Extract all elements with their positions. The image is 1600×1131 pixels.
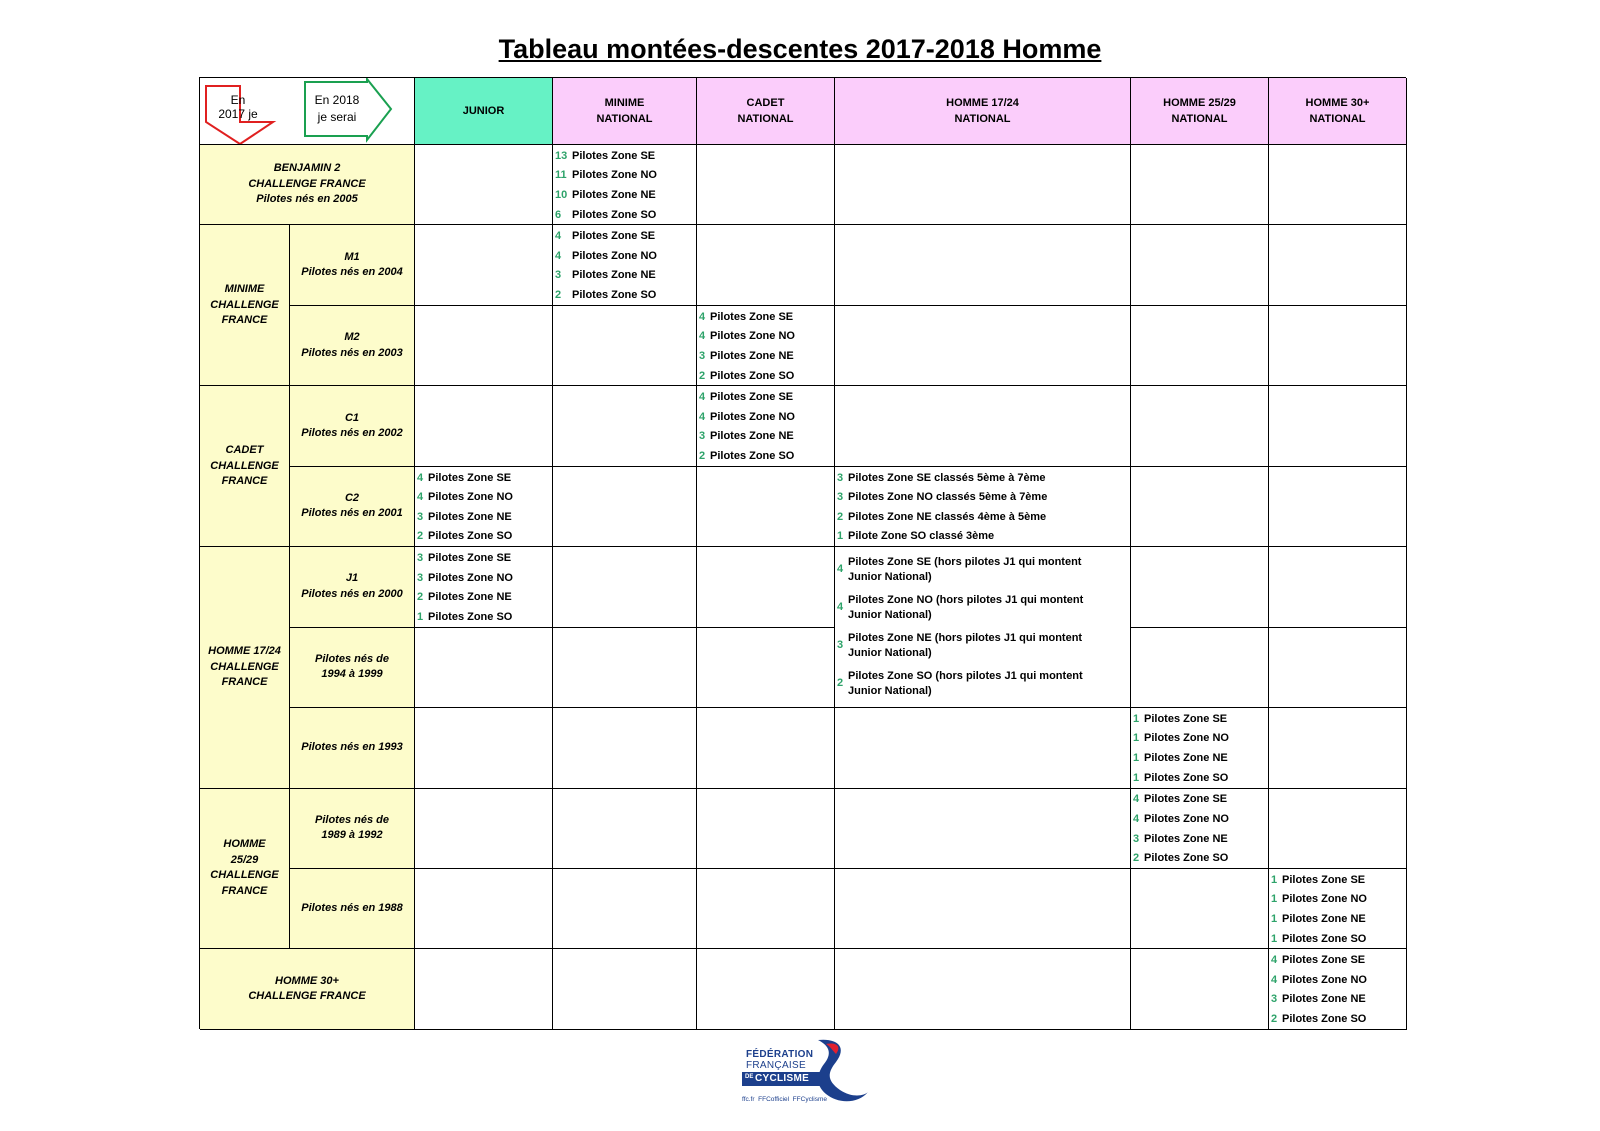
cell-m2-homme-17-24 [835,306,1131,386]
quota-count: 2 [699,369,706,382]
quota-entry [1131,768,1268,788]
cell-m2-homme-25-29 [1131,306,1269,386]
quota-label: Pilotes Zone NO [428,571,513,584]
quota-count: 1 [837,530,844,543]
quota-count: 3 [837,471,844,484]
quota-entry [553,166,696,186]
quota-count: 4 [555,230,562,243]
quota-entry [553,146,696,166]
cell-1988-cadet [697,869,835,949]
cell-benjamin-junior [415,145,553,225]
cell-m1-minime [553,225,697,305]
quota-entry [1131,729,1268,749]
quota-count: 3 [1133,832,1140,845]
quota-entry [1269,1009,1406,1029]
quota-count: 4 [837,563,844,576]
cell-m2-junior [415,306,553,386]
row-header-1989-1992: Pilotes nés de 1989 à 1992 [290,789,415,869]
quota-label: Pilotes Zone SE classés 5ème à 7ème [848,471,1046,484]
quota-entry [835,468,1130,488]
cell-1994-junior [415,628,553,708]
col-header-cadet: CADET NATIONAL [697,78,835,145]
quota-label: Pilotes Zone NE [1282,993,1366,1006]
quota-entry [1131,748,1268,768]
cell-1989-junior [415,789,553,869]
cell-h30-cadet [697,949,835,1029]
quota-entry [415,468,552,488]
quota-entry [553,285,696,305]
quota-count: 3 [699,430,706,443]
row-header-c2: C2 Pilotes nés en 2001 [290,467,415,547]
quota-entry [1131,829,1268,849]
quota-label: Pilotes Zone NO [572,249,657,262]
cell-j1-cadet [697,547,835,627]
col-header-homme-25-29: HOMME 25/29 NATIONAL [1131,78,1269,145]
cell-j1-1994-homme-17-24 [835,547,1131,708]
quota-entry [835,555,1130,586]
cell-c1-minime [553,386,697,466]
quota-entry [415,527,552,547]
quota-entry [835,669,1130,700]
quota-count: 2 [555,289,562,302]
cell-h30-homme-17-24 [835,949,1131,1029]
quota-entry [415,548,552,568]
promotion-table [199,77,1406,1029]
quota-count: 4 [555,249,562,262]
logo-line-3: CYCLISME [755,1073,810,1084]
cell-1989-homme-25-29 [1131,789,1269,869]
quota-count: 4 [699,410,706,423]
quota-label: Pilotes Zone SO [1282,932,1367,945]
from-year-label: En 2017 je [218,93,258,121]
quota-entry [415,568,552,588]
quota-entry [1269,970,1406,990]
quota-entry [1269,929,1406,949]
quota-count: 4 [417,491,424,504]
quota-entry [835,631,1130,662]
row-header-benjamin: BENJAMIN 2 CHALLENGE FRANCE Pilotes nés en 2005 [200,145,415,225]
quota-count: 4 [1271,973,1278,986]
quota-count: 3 [1271,993,1278,1006]
quota-label: Pilotes Zone NE [1144,832,1228,845]
quota-label: Pilotes Zone SO [572,208,657,221]
quota-label: Pilotes Zone NO [1144,812,1229,825]
quota-count: 3 [555,269,562,282]
col-header-minime: MINIME NATIONAL [553,78,697,145]
cell-1994-homme-30 [1269,628,1407,708]
cell-h30-minime [553,949,697,1029]
cell-1993-homme-30 [1269,708,1407,788]
col-header-homme-17-24: HOMME 17/24 NATIONAL [835,78,1131,145]
cell-1988-homme-17-24 [835,869,1131,949]
row-header-m1: M1 Pilotes nés en 2004 [290,225,415,305]
row-group-homme-25-29: HOMME 25/29 CHALLENGE FRANCE [200,789,290,950]
quota-entry [1269,890,1406,910]
quota-label: Pilote Zone SO classé 3ème [848,530,995,543]
quota-label: Pilotes Zone NE classés 4ème à 5ème [848,510,1047,523]
cell-benjamin-minime [553,145,697,225]
quota-label: Pilotes Zone NE [1282,912,1366,925]
quota-entry [697,427,834,447]
row-header-j1: J1 Pilotes nés en 2000 [290,547,415,627]
quota-count: 1 [1133,732,1140,745]
quota-label: Pilotes Zone SO [428,610,513,623]
quota-count: 1 [1271,893,1278,906]
quota-entry [697,446,834,466]
cell-j1-homme-25-29 [1131,547,1269,627]
cell-m1-homme-30 [1269,225,1407,305]
quota-entry [553,205,696,225]
quota-entry [697,407,834,427]
cell-m1-homme-25-29 [1131,225,1269,305]
quota-label: Pilotes Zone SE [1144,712,1228,725]
quota-label: Pilotes Zone NO [1282,893,1367,906]
quota-count: 11 [555,169,567,182]
cell-m2-homme-30 [1269,306,1407,386]
quota-label: Pilotes Zone NE (hors pilotes J1 qui montent Junior National) [848,631,1083,660]
quota-count: 1 [1133,712,1140,725]
cell-c1-junior [415,386,553,466]
quota-entry [1269,909,1406,929]
quota-entry [835,487,1130,507]
quota-entry [553,185,696,205]
row-header-1993: Pilotes nés en 1993 [290,708,415,788]
quota-label: Pilotes Zone SE [1282,873,1366,886]
quota-label: Pilotes Zone NO [428,491,513,504]
quota-entry [835,507,1130,527]
col-header-junior: JUNIOR [415,78,553,145]
quota-entry [697,307,834,327]
cell-c2-homme-17-24 [835,467,1131,547]
quota-count: 3 [417,551,424,564]
cell-m2-minime [553,306,697,386]
quota-label: Pilotes Zone SO [428,530,513,543]
cell-j1-homme-30 [1269,547,1407,627]
quota-entry [553,226,696,246]
quota-label: Pilotes Zone NE [710,430,794,443]
quota-count: 2 [1271,1013,1278,1025]
quota-entry [415,587,552,607]
quota-entry [1269,950,1406,970]
quota-label: Pilotes Zone NE [572,189,656,202]
page-title: Tableau montées-descentes 2017-2018 Homme [498,34,1102,64]
cell-1993-minime [553,708,697,788]
logo-line-2: FRANÇAISE [746,1060,806,1071]
quota-count: 4 [1271,954,1278,967]
cell-m2-cadet [697,306,835,386]
quota-entry [1131,790,1268,810]
quota-label: Pilotes Zone SO [710,449,795,462]
cell-m1-homme-17-24 [835,225,1131,305]
quota-entry [415,487,552,507]
quota-label: Pilotes Zone NO [572,169,657,182]
cell-1993-homme-25-29 [1131,708,1269,788]
cell-1989-cadet [697,789,835,869]
cell-c2-junior [415,467,553,547]
cell-benjamin-homme-30 [1269,145,1407,225]
quota-label: Pilotes Zone NO (hors pilotes J1 qui montent Junior National) [848,593,1084,622]
quota-count: 4 [1133,793,1140,806]
quota-entry [553,266,696,286]
cell-benjamin-homme-17-24 [835,145,1131,225]
quota-label: Pilotes Zone SE [428,551,512,564]
cell-1994-homme-25-29 [1131,628,1269,708]
quota-label: Pilotes Zone SE [710,391,794,404]
cell-1993-homme-17-24 [835,708,1131,788]
quota-count: 1 [1271,932,1278,945]
corner-cell [200,78,415,145]
quota-label: Pilotes Zone SE (hors pilotes J1 qui montent Junior National) [848,555,1082,584]
cell-1988-minime [553,869,697,949]
cell-c1-homme-17-24 [835,386,1131,466]
quota-entry [697,387,834,407]
quota-label: Pilotes Zone SE [710,310,794,323]
quota-label: Pilotes Zone SO [1144,852,1229,865]
cell-1989-homme-30 [1269,789,1407,869]
quota-count: 3 [699,349,706,362]
quota-entry [697,366,834,386]
quota-entry [1269,870,1406,890]
quota-count: 4 [699,330,706,343]
quota-label: Pilotes Zone SE [572,149,656,162]
quota-count: 4 [699,310,706,323]
cell-c2-cadet [697,467,835,547]
cell-h30-junior [415,949,553,1029]
quota-count: 1 [1133,752,1140,765]
logo-social-links: ffc.fr FFCofficiel FFCyclisme [742,1096,827,1103]
cell-1988-homme-30 [1269,869,1407,949]
row-header-m2: M2 Pilotes nés en 2003 [290,306,415,386]
quota-count: 13 [555,149,568,162]
cell-c1-cadet [697,386,835,466]
quota-count: 2 [837,677,844,690]
quota-label: Pilotes Zone SE [1144,793,1228,806]
quota-count: 2 [837,510,844,523]
quota-count: 4 [417,471,424,484]
cell-c2-homme-25-29 [1131,467,1269,547]
quota-count: 2 [1133,852,1140,865]
cell-c1-homme-25-29 [1131,386,1269,466]
cell-benjamin-homme-25-29 [1131,145,1269,225]
cell-benjamin-cadet [697,145,835,225]
quota-count: 3 [837,491,844,504]
cell-c1-homme-30 [1269,386,1407,466]
quota-label: Pilotes Zone SE [572,230,656,243]
quota-count: 3 [417,510,424,523]
quota-label: Pilotes Zone SO [572,289,657,302]
quota-entry [1131,848,1268,868]
quota-label: Pilotes Zone NO [710,330,795,343]
cell-1989-minime [553,789,697,869]
cell-m1-cadet [697,225,835,305]
quota-entry [1269,990,1406,1010]
quota-label: Pilotes Zone SO [1282,1013,1367,1025]
quota-entry [835,527,1130,547]
quota-label: Pilotes Zone NO [1282,973,1367,986]
col-header-homme-30: HOMME 30+ NATIONAL [1269,78,1407,145]
quota-entry [553,246,696,266]
quota-label: Pilotes Zone SE [1282,954,1366,967]
ffc-logo [740,1038,870,1110]
cell-h30-homme-25-29 [1131,949,1269,1029]
logo-line-3-small: DE [745,1074,754,1080]
cell-1994-minime [553,628,697,708]
quota-label: Pilotes Zone SE [428,471,512,484]
row-header-c1: C1 Pilotes nés en 2002 [290,386,415,466]
logo-line-1: FÉDÉRATION [746,1049,814,1060]
row-group-cadet: CADET CHALLENGE FRANCE [200,386,290,547]
quota-count: 6 [555,208,562,221]
cell-1994-cadet [697,628,835,708]
quota-count: 2 [417,530,424,543]
quota-entry [415,507,552,527]
quota-entry [697,346,834,366]
quota-count: 4 [1133,812,1140,825]
quota-label: Pilotes Zone SO [710,369,795,382]
quota-entry [415,607,552,627]
quota-entry [835,593,1130,624]
cell-1988-junior [415,869,553,949]
row-header-1988: Pilotes nés en 1988 [290,869,415,949]
cell-h30-homme-30 [1269,949,1407,1029]
quota-count: 4 [699,391,706,404]
cell-1993-junior [415,708,553,788]
quota-count: 1 [1271,912,1278,925]
quota-count: 1 [1271,873,1278,886]
quota-entry [1131,709,1268,729]
quota-label: Pilotes Zone NE [428,510,512,523]
cell-1993-cadet [697,708,835,788]
quota-count: 2 [699,449,706,462]
quota-label: Pilotes Zone NO classés 5ème à 7ème [848,491,1048,504]
quota-count: 3 [417,571,424,584]
quota-label: Pilotes Zone NE [710,349,794,362]
quota-label: Pilotes Zone SO [1144,771,1229,784]
quota-count: 10 [555,189,568,202]
quota-entry [1131,809,1268,829]
quota-count: 2 [417,591,424,604]
row-group-homme-17-24: HOMME 17/24 CHALLENGE FRANCE [200,547,290,788]
quota-label: Pilotes Zone NE [572,269,656,282]
cell-j1-minime [553,547,697,627]
quota-entry [697,326,834,346]
row-header-homme-30: HOMME 30+ CHALLENGE FRANCE [200,949,415,1029]
row-group-minime: MINIME CHALLENGE FRANCE [200,225,290,386]
cell-1988-homme-25-29 [1131,869,1269,949]
cell-c2-homme-30 [1269,467,1407,547]
quota-label: Pilotes Zone NE [1144,752,1228,765]
quota-label: Pilotes Zone NE [428,591,512,604]
quota-label: Pilotes Zone NO [710,410,795,423]
cell-m1-junior [415,225,553,305]
row-header-1994-1999: Pilotes nés de 1994 à 1999 [290,628,415,708]
cell-1989-homme-17-24 [835,789,1131,869]
quota-label: Pilotes Zone NO [1144,732,1229,745]
quota-count: 1 [417,610,424,623]
cell-j1-junior [415,547,553,627]
cell-c2-minime [553,467,697,547]
quota-label: Pilotes Zone SO (hors pilotes J1 qui montent Junior National) [848,669,1083,698]
to-year-label: En 2018 je serai [314,93,360,124]
quota-count: 1 [1133,771,1140,784]
quota-count: 4 [837,601,844,614]
quota-count: 3 [837,639,844,652]
